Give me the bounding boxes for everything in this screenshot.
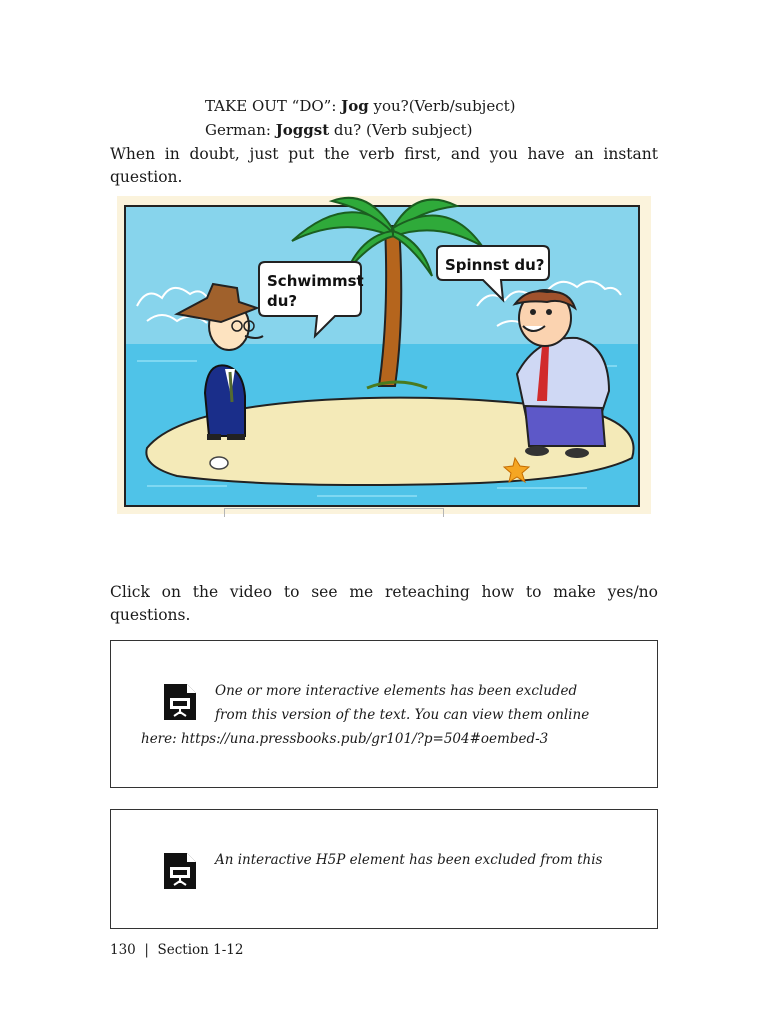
video-embed-placeholder[interactable]: [224, 508, 444, 517]
shell: [210, 457, 228, 469]
page-footer: 130 | Section 1-12: [110, 942, 244, 958]
excluded-note-line2: from this version of the text. You can view them online: [215, 707, 590, 723]
excluded-note-line1: One or more interactive elements has been excluded: [215, 683, 578, 699]
video-paragraph-line1: Click on the video to see me reteaching how to make yes/no: [110, 583, 658, 601]
bubble-left-text-2: du?: [267, 292, 298, 310]
doubt-paragraph-line2: question.: [110, 168, 183, 186]
excluded-note-line3-link[interactable]: here: https://una.pressbooks.pub/gr101/?p=504#oembed-3: [141, 731, 549, 747]
bubble-right-text: Spinnst du?: [445, 256, 545, 274]
german-example: German: Joggst du? (Verb subject): [205, 121, 473, 139]
excluded-h5p-note: An interactive H5P element has been excluded from this: [215, 852, 603, 868]
excluded-content-box-2: [110, 809, 658, 929]
desert-island-cartoon: [117, 196, 651, 514]
doubt-paragraph-line1: When in doubt, just put the verb first, and you have an instant: [110, 145, 658, 163]
german-verb: Joggst: [275, 121, 330, 139]
video-paragraph-line2: questions.: [110, 606, 191, 624]
document-presentation-icon: [163, 683, 197, 721]
english-verb: Jog: [341, 97, 369, 115]
english-example: TAKE OUT “DO”: Jog you?(Verb/subject): [205, 97, 516, 115]
bubble-left-text-1: Schwimmst: [267, 272, 364, 290]
excluded-content-box-1: [110, 640, 658, 788]
document-presentation-icon: [163, 852, 197, 890]
